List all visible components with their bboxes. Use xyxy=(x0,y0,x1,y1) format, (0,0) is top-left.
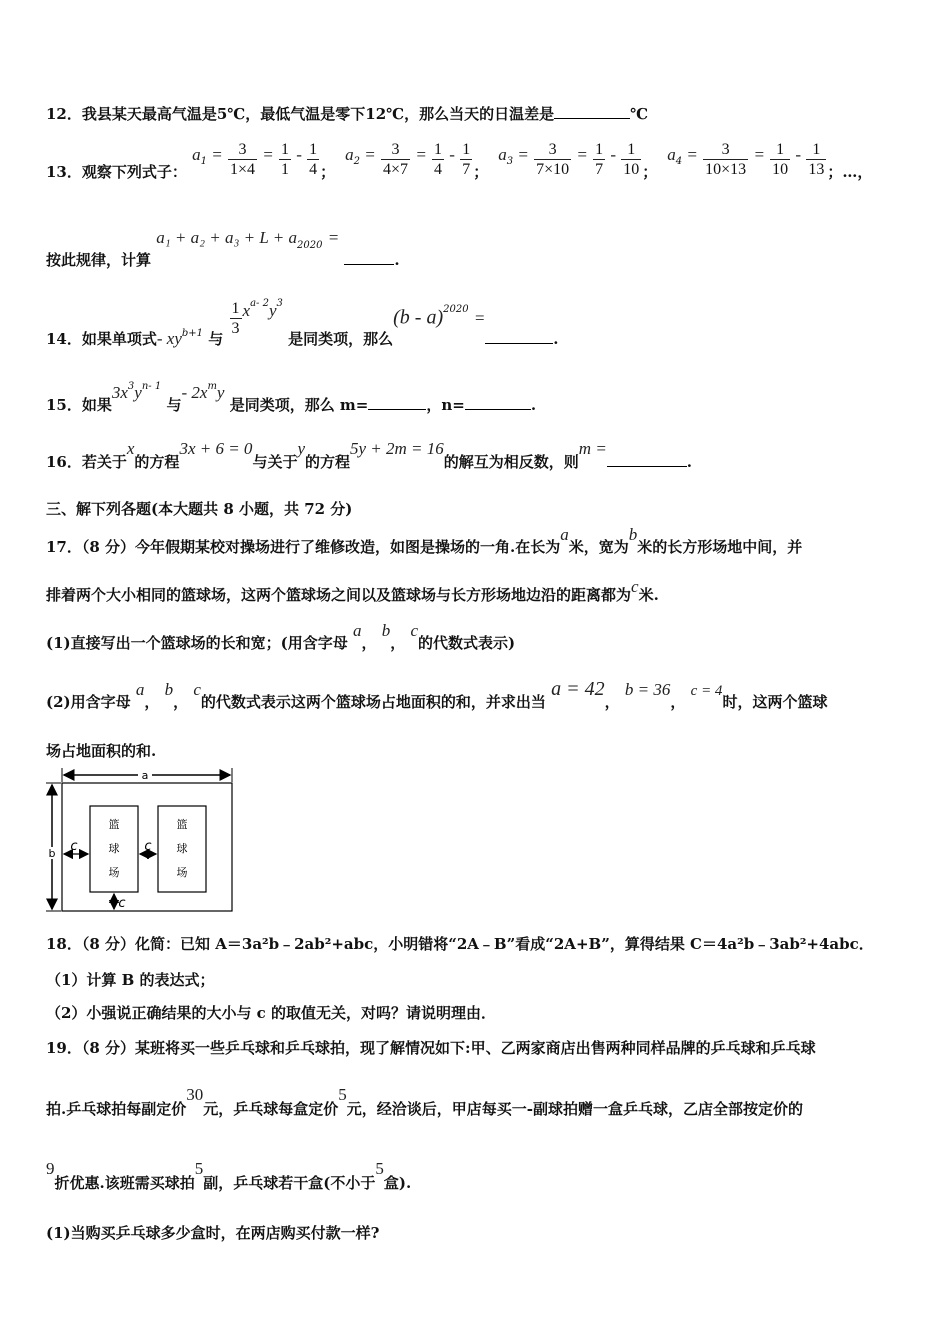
answer-blank xyxy=(485,329,553,344)
question-12: 12．我县某天最高气温是5℃，最低气温是零下12℃，那么当天的日温差是 ℃ xyxy=(46,105,649,123)
playground-figure xyxy=(44,766,240,916)
question-17-part1: (1)直接写出一个篮球场的长和宽；(用含字母 a， b， c的代数式表示) xyxy=(46,621,516,652)
question-13: 13．观察下列式子： a1 = $\frac{3}{1\times 4}$ = $\frac{1}{1}$ - $\frac{1}{4}$ ；a2 = $\frac{3}{4\times 7}$ = $\frac{1}{4}$ - $\frac{1}{7}$ ；a3 = $\frac{3}{7\times 10}$ = $\frac{1}{7}$ - $\frac{1}{10}$ ；a4 = $\frac{3}{10\times 13}$ = $\frac{1}{10}$ - $\frac{1}{13}$ ；…， xyxy=(46,136,882,185)
question-17-line2: 排着两个大小相同的篮球场，这两个篮球场之间以及篮球场与长方形场地边沿的距离都为c米. xyxy=(46,577,659,604)
svg-text:c: c xyxy=(144,839,152,854)
q13-formula-3: a3 = $\frac{3}{7\times 10}$ = $\frac{1}{7}$ - $\frac{1}{10}$ ； xyxy=(498,140,658,181)
answer-blank xyxy=(344,250,394,265)
question-13-line2: 按此规律，计算 $a_1 + a_2 + a_3 + L + a^{2020}$ = . xyxy=(46,228,400,269)
question-17-part2-end: 场占地面积的和. xyxy=(46,742,157,760)
question-18-part1: （1）计算 B 的表达式； xyxy=(46,971,215,989)
question-15: 15．如果$3x^3y^{n- 1}$ 与- $2x^my$ 是同类项，那么 m= ，n= . xyxy=(46,381,537,414)
svg-text:场: 场 xyxy=(108,866,120,879)
fraction-one-third: $\frac{1}{3}$ xyxy=(231,300,240,337)
q13-formula-4: a4 = $\frac{3}{10\times 13}$ = $\frac{1}{10}$ - $\frac{1}{13}$ ；…， xyxy=(667,140,873,181)
q13-formula-2: a2 = $\frac{3}{4\times 7}$ = $\frac{1}{4}$ - $\frac{1}{7}$ ； xyxy=(345,140,489,181)
question-19-line1: 19．（8 分）某班将买一些乒乓球和乒乓球拍，现了解情况如下:甲、乙两家商店出售两种同样品牌的乒乓球和乒乓球 xyxy=(46,1039,816,1057)
question-18-line1: 18．（8 分）化简：已知 A＝3a²b﹣2ab²+abc，小明错将“2A﹣B”看成“2A+B”，算得结果 C＝4a²b﹣3ab²+4abc． xyxy=(46,935,874,953)
question-17-part2: (2)用含字母 a， b， c的代数式表示这两个篮球场占地面积的和，并求出当 a = 42， b = 36， c = 4时，这两个篮球 xyxy=(46,678,828,711)
question-14: 14．如果单项式- $xy_{b+1}$ 与 $\frac{1}{3}$ $x^{a- 2}y^3$ 是同类项，那么(b - a)$^{2020}$ =. xyxy=(46,297,559,348)
answer-blank xyxy=(554,104,630,119)
answer-blank-m xyxy=(368,395,426,410)
question-19-line2: 拍.乒乓球拍每副定价30元，乒乓球每盒定价5元，经洽谈后，甲店每买一-副球拍赠一盒乒乓球，乙店全部按定价的 xyxy=(46,1085,803,1118)
svg-text:球: 球 xyxy=(176,842,188,855)
question-18-part2: （2）小强说正确结果的大小与 c 的取值无关，对吗？请说明理由． xyxy=(46,1004,497,1022)
section-title: 三、解下列各题(本大题共 8 小题，共 72 分) xyxy=(46,500,353,518)
label-a: a xyxy=(141,769,149,782)
svg-text:球: 球 xyxy=(108,842,120,855)
answer-blank xyxy=(607,452,687,467)
svg-text:篮: 篮 xyxy=(108,818,120,831)
question-19-line3: 9折优惠.该班需买球拍5副，乒乓球若干盒(不小于5盒). xyxy=(46,1159,412,1192)
answer-blank-n xyxy=(465,395,531,410)
svg-text:场: 场 xyxy=(176,866,188,879)
q13-formula-1: a1 = $\frac{3}{1\times 4}$ = $\frac{1}{1}$ - $\frac{1}{4}$ ； xyxy=(192,140,336,181)
svg-text:c: c xyxy=(118,896,126,911)
question-17-line1: 17．（8 分）今年假期某校对操场进行了维修改造，如图是操场的一角.在长为a米，宽为b米的长方形场地中间，并 xyxy=(46,525,803,556)
label-b: b xyxy=(48,847,56,860)
question-16: 16．若关于x的方程3x + 6 = 0与关于y的方程5y + 2m = 16的解互为相反数，则m =. xyxy=(46,439,693,471)
svg-text:c: c xyxy=(70,839,78,854)
question-19-part1: (1)当购买乒乓球多少盒时，在两店购买付款一样? xyxy=(46,1224,380,1242)
svg-text:篮: 篮 xyxy=(176,818,188,831)
